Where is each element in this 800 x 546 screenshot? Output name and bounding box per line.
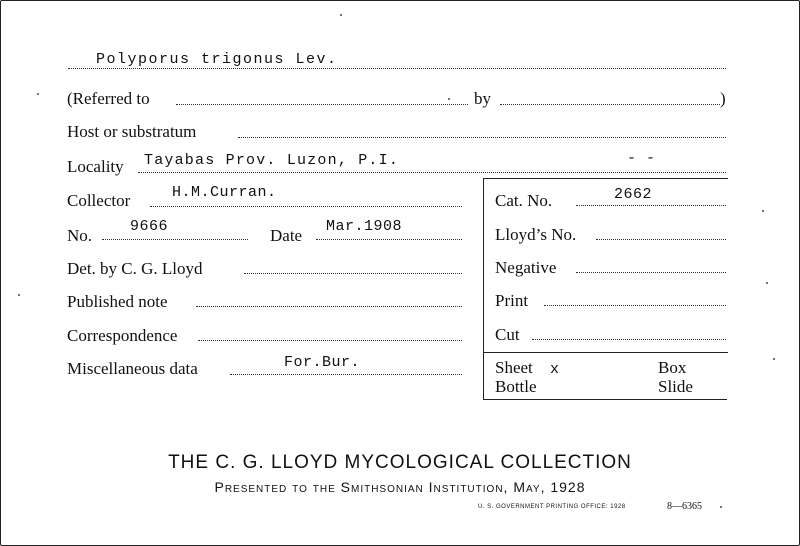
lloyds-no-label: Lloyd’s No. — [495, 225, 577, 244]
collector-line — [150, 206, 462, 207]
scan-speck — [762, 210, 764, 212]
print-line — [544, 305, 726, 306]
locality-label: Locality — [67, 157, 124, 176]
misc-data-value: For.Bur. — [284, 354, 361, 371]
printing-office-imprint: U. S. GOVERNMENT PRINTING OFFICE: 1928 — [478, 504, 626, 510]
host-line — [238, 137, 726, 138]
cat-no-label: Cat. No. — [495, 191, 553, 210]
collection-subtitle-text: Presented to the Smithsonian Institution, May, 1928 — [214, 479, 586, 495]
scan-speck — [340, 14, 342, 16]
det-by-line — [244, 273, 462, 274]
date-label: Date — [270, 226, 303, 245]
collection-subtitle — [0, 479, 800, 495]
scan-speck — [448, 98, 450, 100]
negative-line — [576, 272, 726, 273]
sheet-mark: x — [550, 361, 560, 378]
print-label: Print — [495, 291, 529, 310]
published-note-line — [196, 306, 462, 307]
bottle-label: Bottle — [495, 377, 537, 396]
lloyds-no-line — [596, 239, 726, 240]
number-value: 9666 — [130, 218, 169, 235]
locality-extra: - - — [627, 150, 656, 167]
scan-speck — [37, 93, 39, 95]
referred-to-line — [176, 104, 468, 105]
catalog-box-divider — [483, 352, 728, 353]
slide-label: Slide — [658, 377, 693, 396]
species-name: Polyporus trigonus Lev. — [96, 51, 338, 68]
date-value: Mar.1908 — [326, 218, 403, 235]
number-label: No. — [67, 226, 93, 245]
date-line — [316, 239, 462, 240]
misc-data-line — [230, 374, 462, 375]
box-label: Box — [658, 358, 687, 377]
cat-no-value: 2662 — [614, 186, 653, 203]
cut-label: Cut — [495, 325, 520, 344]
sheet-label: Sheet — [495, 358, 533, 377]
scan-speck — [18, 294, 20, 296]
published-note-label: Published note — [67, 292, 168, 311]
cut-line — [532, 339, 726, 340]
by-label: by — [474, 89, 491, 108]
locality-value: Tayabas Prov. Luzon, P.I. — [144, 152, 400, 169]
locality-line — [138, 172, 726, 173]
correspondence-label: Correspondence — [67, 326, 178, 345]
referred-close-paren: ) — [720, 89, 726, 108]
misc-data-label: Miscellaneous data — [67, 359, 198, 378]
form-code: 8—6365 — [667, 501, 702, 512]
collector-value: H.M.Curran. — [172, 184, 277, 201]
by-line — [500, 104, 720, 105]
collector-label: Collector — [67, 191, 131, 210]
negative-label: Negative — [495, 258, 557, 277]
scan-speck — [773, 358, 775, 360]
correspondence-line — [198, 340, 462, 341]
number-line — [102, 239, 248, 240]
referred-to-label: (Referred to — [67, 89, 150, 108]
det-by-label: Det. by C. G. Lloyd — [67, 259, 203, 278]
cat-no-line — [576, 205, 726, 206]
species-line — [68, 68, 726, 69]
collection-title: THE C. G. LLOYD MYCOLOGICAL COLLECTION — [168, 452, 632, 473]
scan-speck — [720, 506, 722, 508]
host-label: Host or substratum — [67, 122, 197, 141]
scan-speck — [766, 282, 768, 284]
